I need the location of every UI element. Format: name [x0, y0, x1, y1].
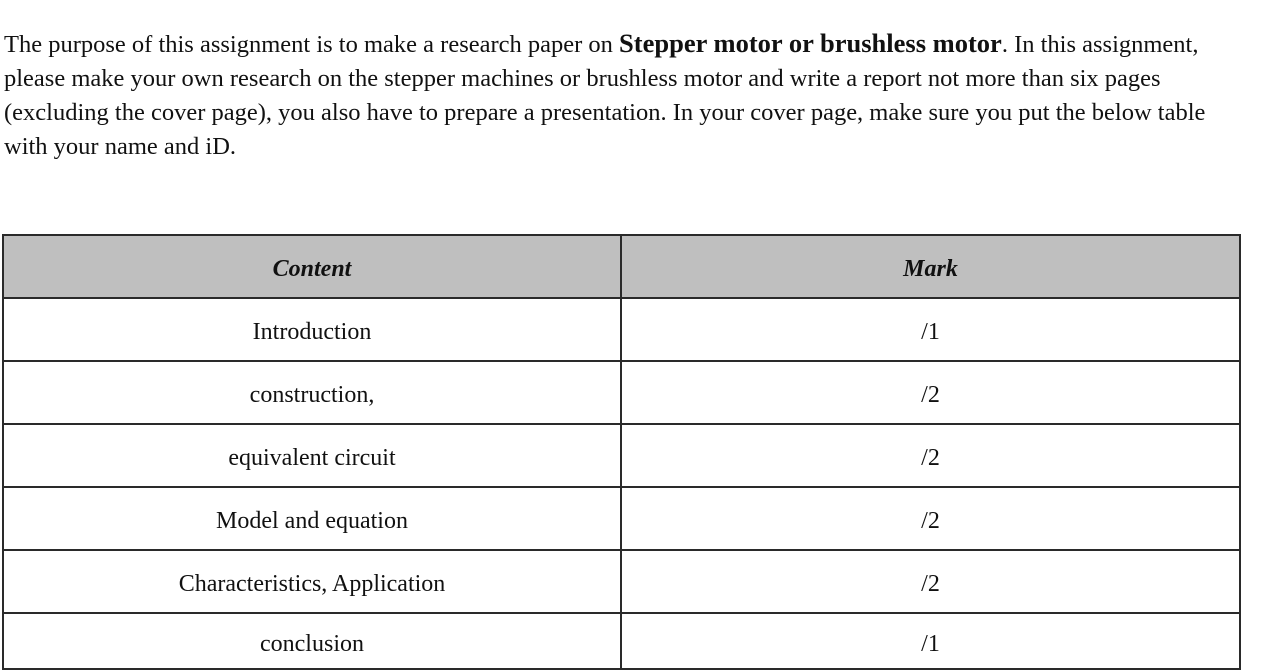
- table-row: [3, 361, 1240, 424]
- column-header-mark: Mark: [621, 235, 1240, 298]
- mark-cell: /2: [621, 487, 1240, 550]
- mark-cell: /2: [621, 550, 1240, 613]
- content-cell: Characteristics, Application: [3, 550, 621, 613]
- intro-rest-text: . In this assignment, please make your own research on the stepper machines or brushless motor and write a report not more than six pages (excluding the cover page), you also have to prepare a presentation. In your cover page, make sure you put the below table with your name and iD.: [4, 31, 1206, 160]
- table-row: [3, 424, 1240, 487]
- mark-cell: /1: [621, 298, 1240, 361]
- table-row: [3, 487, 1240, 550]
- content-cell: conclusion: [3, 613, 621, 669]
- mark-cell: /1: [621, 613, 1240, 669]
- intro-topic-text: Stepper motor or brushless motor: [619, 28, 1002, 58]
- content-cell: Introduction: [3, 298, 621, 361]
- table-row: [3, 613, 1240, 669]
- assignment-description: [4, 26, 1254, 164]
- content-cell: construction,: [3, 361, 621, 424]
- intro-lead-text: The purpose of this assignment is to make a research paper on: [4, 31, 620, 58]
- content-cell: equivalent circuit: [3, 424, 621, 487]
- mark-cell: /2: [621, 361, 1240, 424]
- table-row: [3, 298, 1240, 361]
- marks-table: [2, 234, 1241, 670]
- mark-cell: /2: [621, 424, 1240, 487]
- table-header-row: [3, 235, 1240, 298]
- content-cell: Model and equation: [3, 487, 621, 550]
- column-header-content: Content: [3, 235, 621, 298]
- table-row: [3, 550, 1240, 613]
